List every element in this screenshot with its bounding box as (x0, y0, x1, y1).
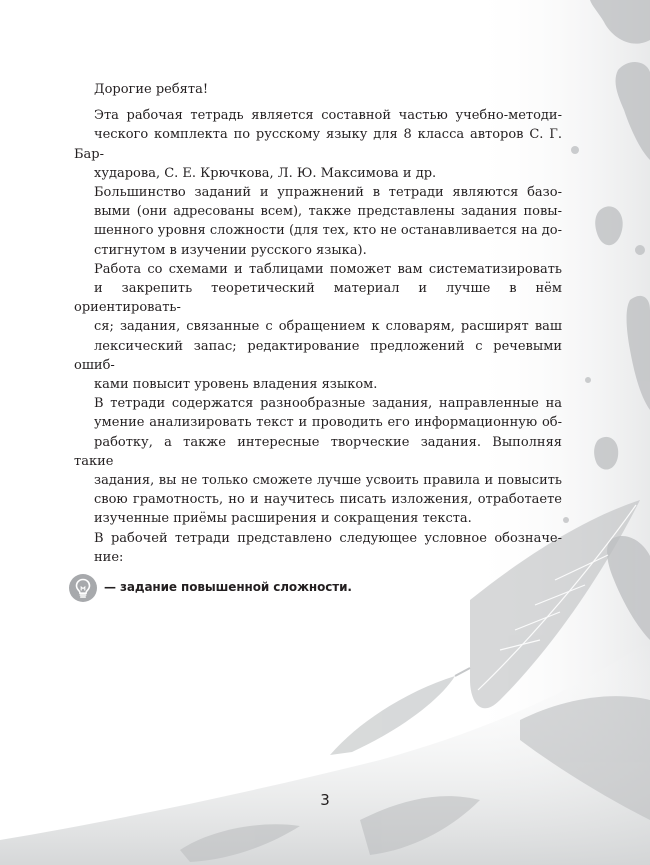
legend-text: — задание повышенной сложности. (104, 580, 352, 595)
text-line: Работа со схемами и таблицами поможет вам систематизировать (94, 261, 562, 277)
text-line: Большинство заданий и упражнений в тетради являются базо- (94, 185, 562, 201)
text-line: Эта рабочая тетрадь является составной частью учебно-методи- (94, 108, 562, 124)
text-line: хударова, С. Е. Крючкова, Л. Ю. Максимова и др. (94, 165, 437, 181)
text-line: ся; задания, связанные с обращением к словарям, расширят ваш (94, 319, 562, 335)
text-line: умение анализировать текст и проводить его информационную об- (94, 415, 562, 431)
text-line: шенного уровня сложности (для тех, кто не останавливается на до- (94, 223, 562, 239)
text-line: стигнутом в изучении русского языка). (94, 242, 367, 258)
lightbulb-icon (68, 573, 98, 603)
paragraph-2 (74, 183, 562, 260)
document-body (74, 80, 562, 603)
text-line: ческого комплекта по русскому языку для 8 класса авторов С. Г. Бар- (74, 127, 562, 162)
text-line: В тетради содержатся разнообразные задания, направленные на (94, 396, 562, 412)
text-line: изученные приёмы расширения и сокращения текста. (94, 511, 472, 527)
difficulty-legend (68, 573, 562, 603)
text-line: ками повысит уровень владения языком. (94, 377, 378, 393)
paragraph-3 (74, 260, 562, 394)
text-line: выми (они адресованы всем), также представлены задания повы- (94, 204, 562, 220)
text-line: работку, а также интересные творческие задания. Выполняя такие (74, 434, 562, 469)
paragraph-1 (74, 106, 562, 183)
text-line: ние: (94, 549, 124, 565)
text-line: свою грамотность, но и научитесь писать изложения, отработаете (94, 492, 562, 508)
greeting: Дорогие ребята! (94, 82, 209, 97)
paragraph-5 (74, 529, 562, 567)
text-line: задания, вы не только сможете лучше усвоить правила и повысить (94, 473, 562, 489)
text-line: В рабочей тетради представлено следующее условное обозначе- (94, 530, 562, 546)
page-number: 3 (320, 791, 330, 809)
text-line: и закрепить теоретический материал и лучше в нём ориентировать- (74, 281, 562, 316)
paragraph-4 (74, 394, 562, 528)
text-line: лексический запас; редактирование предложений с речевыми ошиб- (74, 338, 562, 373)
